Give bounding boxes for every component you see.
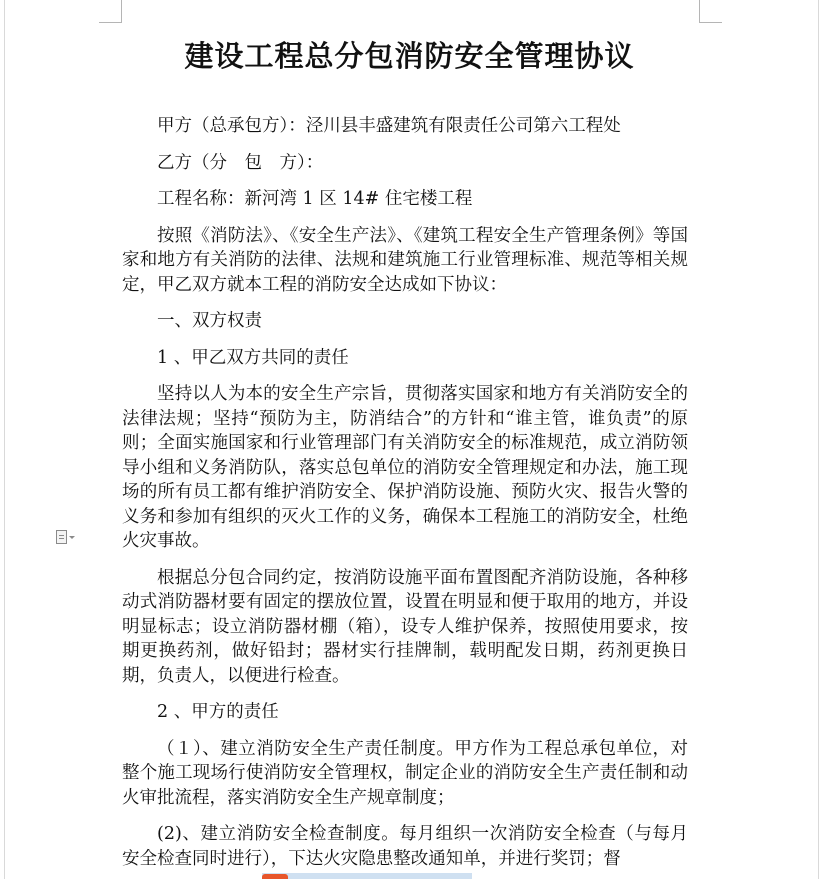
clause-item-1: （１）、建立消防安全生产责任制度。甲方作为工程总承包单位，对整个施工现场行使消防安全管理权，制定企业的消防安全生产责任制和动火审批流程，落实消防安全生产规章制度； [122, 738, 688, 808]
crop-mark-top-left [99, 0, 122, 23]
crop-mark-top-right [699, 0, 722, 23]
project-name: 工程名称：新河湾 1 区 14# 住宅楼工程 [157, 189, 473, 209]
subsection-heading-1: 1 、甲乙双方共同的责任 [157, 347, 349, 368]
bottom-accent-mark [262, 874, 288, 879]
page-edge-left [4, 0, 5, 879]
document-icon [56, 530, 67, 544]
paragraph-joint-duties: 坚持以人为本的安全生产宗旨，贯彻落实国家和地方有关消防安全的法律法规；坚持“预防为主，防消结合”的方针和“谁主管，谁负责”的原则；全面实施国家和行业管理部门有关消防安全的标准规范，成立消防领导小组和义务消防队，落实总包单位的消防安全管理规定和办法，施工现场的所有员工都有维护消防安全、保护消防设施、预防火灾、报告火警的义务和参加有组织的灭火工作的义务，确保本工程施工的消防安全，杜绝火灾事故。 [122, 384, 688, 551]
section-heading-1: 一、双方权责 [157, 311, 262, 331]
chevron-down-icon [69, 536, 75, 539]
paragraph-fire-equipment: 根据总分包合同约定，按消防设施平面布置图配齐消防设施，各种移动式消防器材要有固定的摆放位置，设置在明显和便于取用的地方，并设明显标志；设立消防器材棚（箱），设专人维护保养，按照使用要求，按期更换药剂，做好铅封；器材实行挂牌制，载明配发日期，药剂更换日期，负责人，以便进行检查。 [122, 567, 688, 686]
party-a: 甲方（总承包方）：泾川县丰盛建筑有限责任公司第六工程处 [157, 116, 621, 136]
document-title: 建设工程总分包消防安全管理协议 [184, 39, 635, 73]
paragraph-options-button[interactable] [56, 529, 82, 545]
intro-paragraph: 按照《消防法》、《安全生产法》、《建筑工程安全生产管理条例》等国家和地方有关消防的法律、法规和建筑施工行业管理标准、规范等相关规定，甲乙双方就本工程的消防安全达成如下协议： [122, 225, 688, 295]
party-b: 乙方（分 包 方）： [157, 152, 324, 173]
clause-item-2: (2)、建立消防安全检查制度。每月组织一次消防安全检查（与每月安全检查同时进行），下达火灾隐患整改通知单，并进行奖罚；督 [122, 824, 688, 869]
subsection-heading-2: 2 、甲方的责任 [157, 702, 279, 722]
document-body [122, 114, 688, 879]
bottom-toolbar-strip[interactable] [262, 873, 472, 879]
